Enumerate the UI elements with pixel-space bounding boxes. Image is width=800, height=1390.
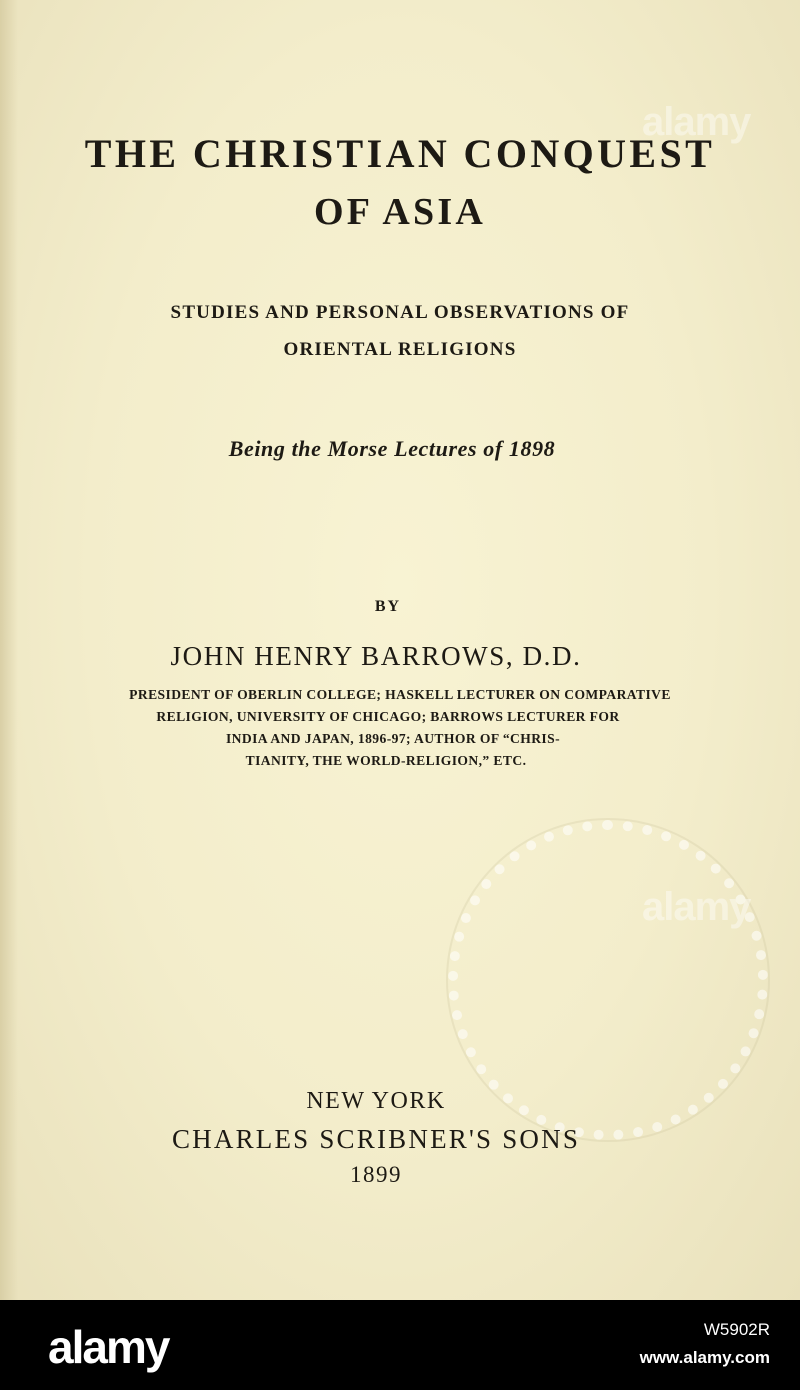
book-title-line-1: THE CHRISTIAN CONQUEST (84, 131, 716, 176)
subtitle-line-1: STUDIES AND PERSONAL OBSERVATIONS OF (170, 302, 630, 323)
author-credentials (0, 684, 800, 772)
subtitle-line-2: ORIENTAL RELIGIONS (283, 339, 517, 360)
author-name: JOHN HENRY BARROWS, D.D. (170, 641, 582, 671)
publisher-city: NEW YORK (306, 1088, 446, 1114)
lecture-line: Being the Morse Lectures of 1898 (228, 436, 556, 461)
watermark-logo: alamy (642, 885, 751, 929)
by-label: BY (374, 598, 402, 615)
publisher-name: CHARLES SCRIBNER'S SONS (171, 1124, 581, 1154)
credentials-line-3: INDIA AND JAPAN, 1896-97; AUTHOR OF “CHRIS- (225, 731, 561, 746)
alamy-logo: alamy (48, 1321, 169, 1373)
watermark-logo: alamy (642, 100, 751, 144)
credentials-line-2: RELIGION, UNIVERSITY OF CHICAGO; BARROWS LECTURER FOR (156, 709, 620, 724)
image-id: W5902R (703, 1320, 770, 1339)
publication-year: 1899 (350, 1162, 402, 1187)
book-title-line-2: OF ASIA (314, 191, 486, 233)
site-url: www.alamy.com (639, 1348, 770, 1367)
credentials-line-4: TIANITY, THE WORLD-RELIGION,” ETC. (245, 753, 527, 768)
watermark-bar (0, 1300, 800, 1390)
credentials-line-1: PRESIDENT OF OBERLIN COLLEGE; HASKELL LECTURER ON COMPARATIVE (129, 687, 671, 702)
